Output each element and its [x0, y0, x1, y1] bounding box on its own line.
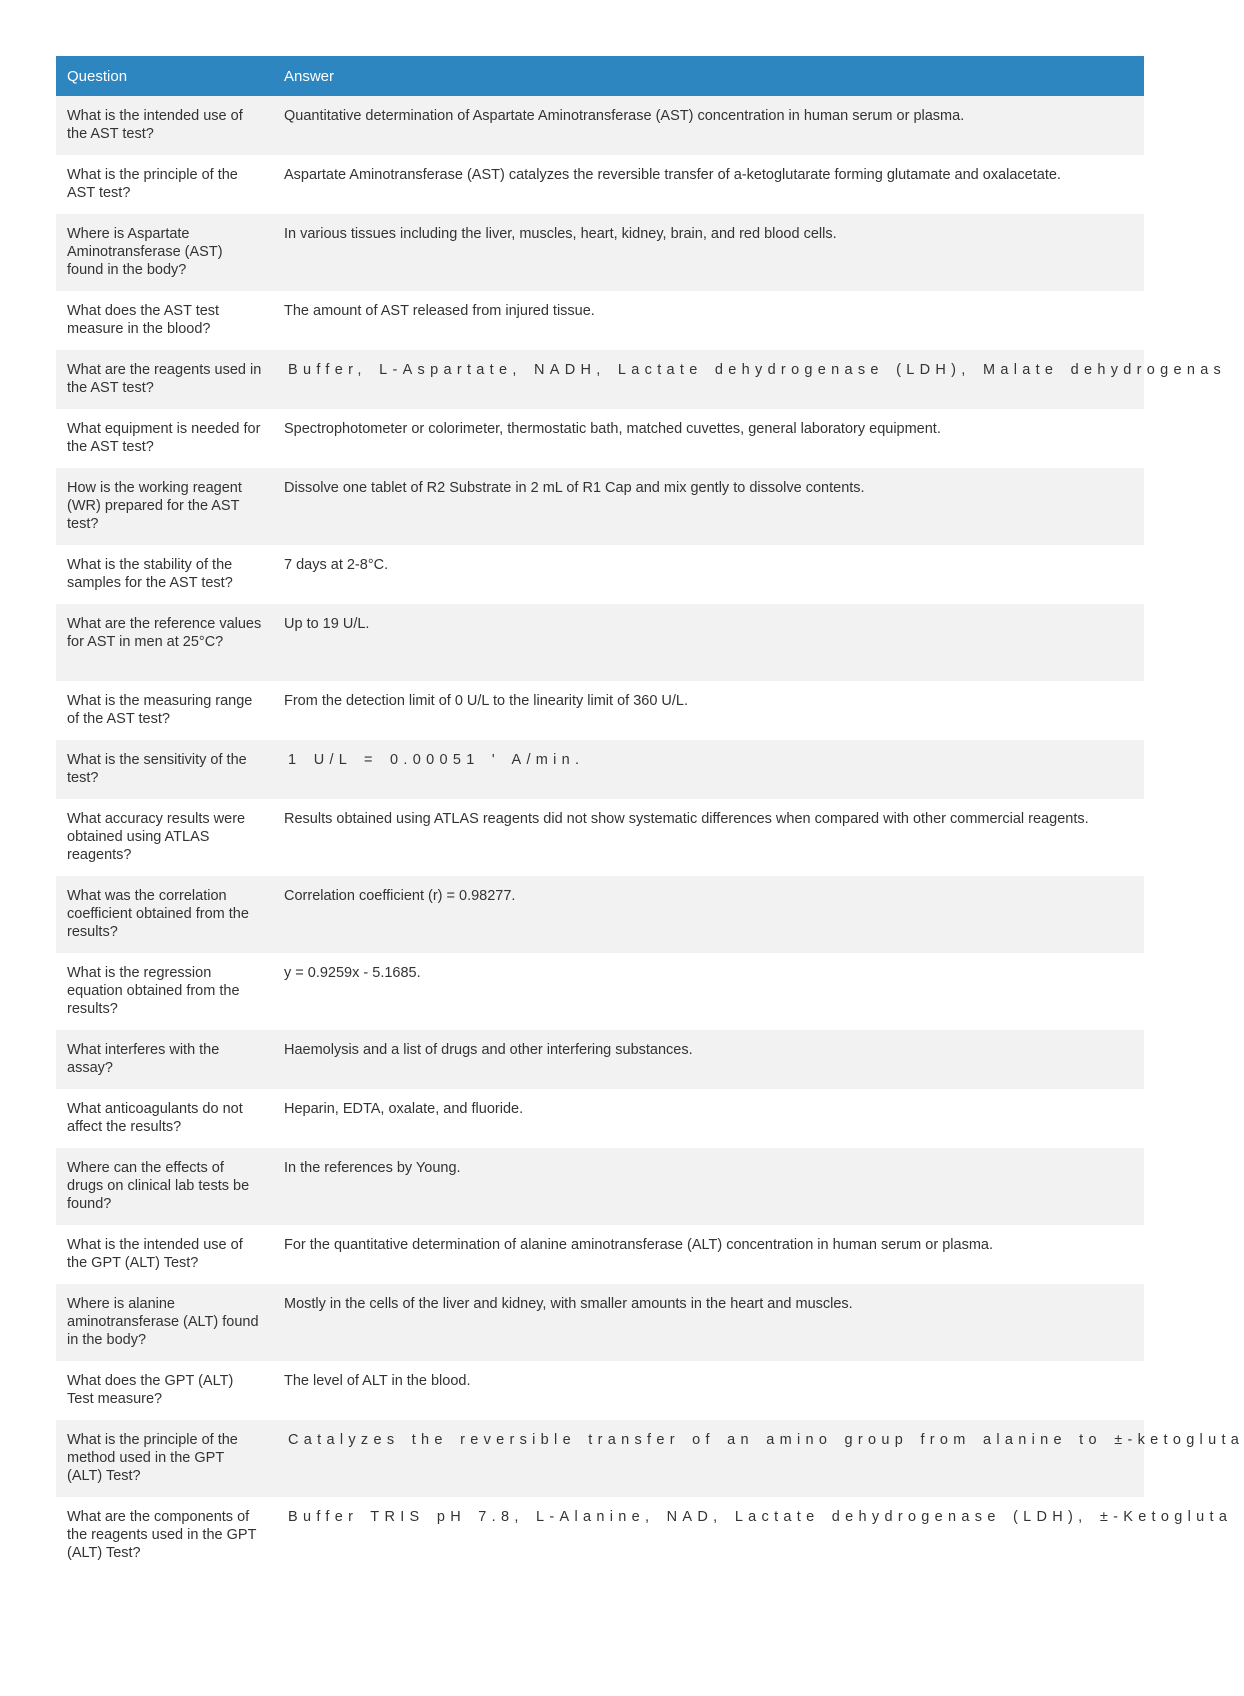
question-column-header: Question: [56, 56, 273, 96]
document-page: [56, 56, 1244, 1574]
table-row: [56, 214, 1144, 291]
question-cell: What are the components of the reagents used in the GPT (ALT) Test?: [56, 1497, 273, 1574]
answer-cell: The amount of AST released from injured tissue.: [273, 291, 1144, 350]
table-row: [56, 96, 1144, 155]
table-body: [56, 96, 1244, 1574]
question-cell: How is the working reagent (WR) prepared for the AST test?: [56, 468, 273, 545]
table-row: [56, 409, 1144, 468]
answer-cell: Quantitative determination of Aspartate Aminotransferase (AST) concentration in human serum or plasma.: [273, 96, 1144, 155]
answer-cell: Catalyzes the reversible transfer of an amino group from alanine to ±-ketogluta: [273, 1420, 1144, 1497]
table-row: [56, 1420, 1144, 1497]
table-row: [56, 1030, 1144, 1089]
answer-cell: In the references by Young.: [273, 1148, 1144, 1225]
answer-cell: Dissolve one tablet of R2 Substrate in 2 mL of R1 Cap and mix gently to dissolve contents.: [273, 468, 1144, 545]
answer-cell: Results obtained using ATLAS reagents did not show systematic differences when compared with other commercial reagents.: [273, 799, 1144, 876]
table-row: [56, 1361, 1144, 1420]
question-cell: What equipment is needed for the AST test?: [56, 409, 273, 468]
table-row: [56, 155, 1144, 214]
question-cell: What interferes with the assay?: [56, 1030, 273, 1089]
table-row: [56, 1225, 1144, 1284]
question-cell: What are the reagents used in the AST test?: [56, 350, 273, 409]
answer-cell: 7 days at 2-8°C.: [273, 545, 1144, 604]
answer-cell: Up to 19 U/L.: [273, 604, 1144, 681]
question-cell: What does the AST test measure in the blood?: [56, 291, 273, 350]
answer-cell: Haemolysis and a list of drugs and other interfering substances.: [273, 1030, 1144, 1089]
question-cell: What anticoagulants do not affect the results?: [56, 1089, 273, 1148]
question-cell: What is the measuring range of the AST test?: [56, 681, 273, 740]
question-cell: What is the regression equation obtained from the results?: [56, 953, 273, 1030]
answer-cell: Aspartate Aminotransferase (AST) catalyzes the reversible transfer of a-ketoglutarate forming glutamate and oxalacetate.: [273, 155, 1144, 214]
table-row: [56, 681, 1144, 740]
question-cell: What is the stability of the samples for the AST test?: [56, 545, 273, 604]
answer-column-header: Answer: [273, 56, 1144, 96]
table-row: [56, 350, 1144, 409]
table-row: [56, 291, 1144, 350]
question-cell: What does the GPT (ALT) Test measure?: [56, 1361, 273, 1420]
table-row: [56, 740, 1144, 799]
answer-cell: Heparin, EDTA, oxalate, and fluoride.: [273, 1089, 1144, 1148]
question-cell: What is the principle of the method used in the GPT (ALT) Test?: [56, 1420, 273, 1497]
answer-cell: Spectrophotometer or colorimeter, thermostatic bath, matched cuvettes, general laboratory equipment.: [273, 409, 1144, 468]
question-cell: Where can the effects of drugs on clinical lab tests be found?: [56, 1148, 273, 1225]
question-cell: What are the reference values for AST in men at 25°C?: [56, 604, 273, 681]
table-row: [56, 468, 1144, 545]
qa-table: [56, 56, 1244, 1574]
table-row: [56, 1497, 1144, 1574]
question-cell: What accuracy results were obtained using ATLAS reagents?: [56, 799, 273, 876]
question-cell: Where is alanine aminotransferase (ALT) found in the body?: [56, 1284, 273, 1361]
answer-cell: Correlation coefficient (r) = 0.98277.: [273, 876, 1144, 953]
answer-cell: Buffer TRIS pH 7.8, L-Alanine, NAD, Lactate dehydrogenase (LDH), ±-Ketogluta: [273, 1497, 1144, 1574]
table-row: [56, 545, 1144, 604]
answer-cell: Buffer, L-Aspartate, NADH, Lactate dehydrogenase (LDH), Malate dehydrogenas: [273, 350, 1144, 409]
header-row: [56, 56, 1144, 96]
answer-cell: From the detection limit of 0 U/L to the linearity limit of 360 U/L.: [273, 681, 1144, 740]
table-row: [56, 1284, 1144, 1361]
table-header: [56, 56, 1144, 96]
answer-cell: For the quantitative determination of alanine aminotransferase (ALT) concentration in human serum or plasma.: [273, 1225, 1144, 1284]
answer-cell: In various tissues including the liver, muscles, heart, kidney, brain, and red blood cells.: [273, 214, 1144, 291]
table-row: [56, 1089, 1144, 1148]
question-cell: What is the intended use of the AST test?: [56, 96, 273, 155]
question-cell: What is the principle of the AST test?: [56, 155, 273, 214]
question-cell: What is the sensitivity of the test?: [56, 740, 273, 799]
answer-cell: 1 U/L = 0.00051 ' A/min.: [273, 740, 1144, 799]
question-cell: What is the intended use of the GPT (ALT) Test?: [56, 1225, 273, 1284]
table-row: [56, 604, 1144, 681]
question-cell: Where is Aspartate Aminotransferase (AST) found in the body?: [56, 214, 273, 291]
answer-cell: y = 0.9259x - 5.1685.: [273, 953, 1144, 1030]
answer-cell: Mostly in the cells of the liver and kidney, with smaller amounts in the heart and muscles.: [273, 1284, 1144, 1361]
answer-cell: The level of ALT in the blood.: [273, 1361, 1144, 1420]
table-row: [56, 1148, 1144, 1225]
table-row: [56, 799, 1144, 876]
table-row: [56, 953, 1144, 1030]
question-cell: What was the correlation coefficient obtained from the results?: [56, 876, 273, 953]
table-row: [56, 876, 1144, 953]
